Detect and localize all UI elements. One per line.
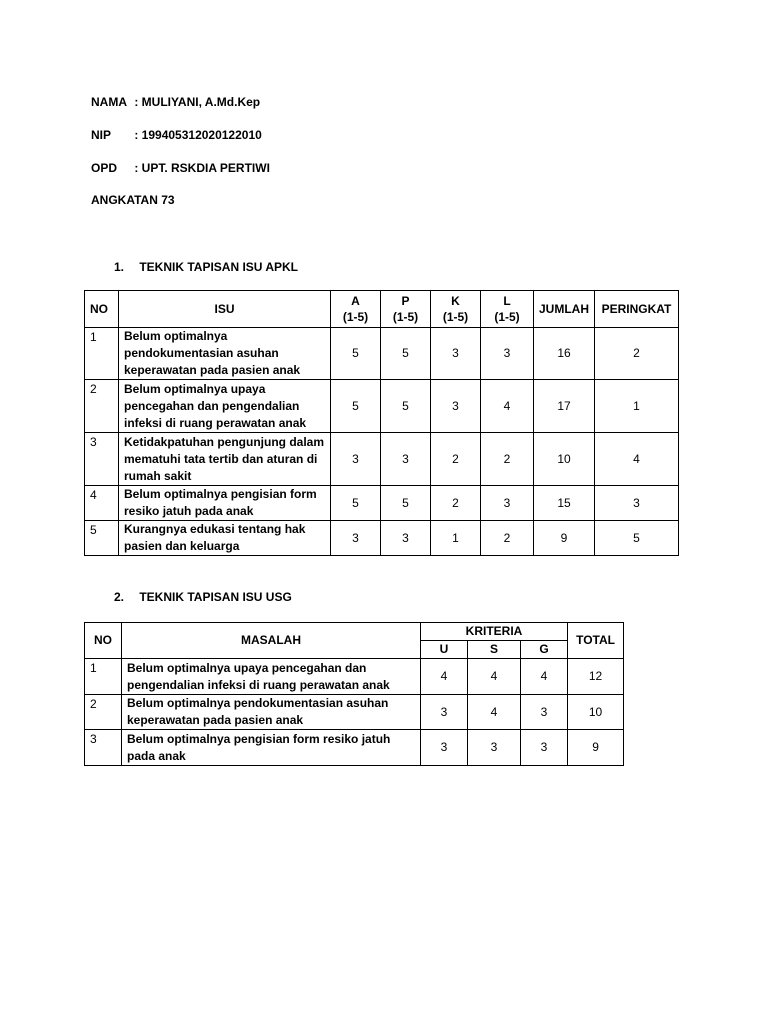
usg-header-kriteria: KRITERIA — [421, 623, 568, 641]
section2-title — [114, 590, 292, 604]
nama-line — [91, 95, 260, 109]
section1-number: 1. — [114, 260, 125, 274]
section2-number: 2. — [114, 590, 125, 604]
usg-total: 10 — [568, 695, 624, 730]
apkl-table — [84, 290, 679, 556]
usg-s: 3 — [468, 730, 521, 766]
usg-total: 12 — [568, 659, 624, 695]
apkl-a: 5 — [331, 486, 381, 521]
usg-g: 4 — [521, 659, 568, 695]
nip-value: : 199405312020122010 — [134, 128, 262, 142]
apkl-a: 3 — [331, 433, 381, 486]
apkl-k: 1 — [431, 521, 481, 556]
nip-line — [91, 128, 262, 142]
apkl-p: 3 — [381, 433, 431, 486]
apkl-isu: Belum optimalnya pendokumentasian asuhan keperawatan pada pasien anak — [119, 328, 331, 380]
apkl-k: 3 — [431, 328, 481, 380]
apkl-isu: Belum optimalnya pengisian form resiko jatuh pada anak — [119, 486, 331, 521]
usg-g: 3 — [521, 730, 568, 766]
opd-value: : UPT. RSKDIA PERTIWI — [134, 161, 270, 175]
section2-title-text: TEKNIK TAPISAN ISU USG — [139, 590, 292, 604]
apkl-no: 4 — [85, 486, 119, 521]
usg-no: 2 — [85, 695, 122, 730]
apkl-header-row — [85, 291, 679, 328]
section1-title — [114, 260, 298, 274]
apkl-jumlah: 16 — [534, 328, 595, 380]
apkl-jumlah: 15 — [534, 486, 595, 521]
apkl-k: 2 — [431, 486, 481, 521]
angkatan-line — [91, 193, 175, 207]
usg-masalah: Belum optimalnya pengisian form resiko jatuh pada anak — [122, 730, 421, 766]
apkl-l: 4 — [481, 380, 534, 433]
table-row — [85, 521, 679, 556]
apkl-jumlah: 9 — [534, 521, 595, 556]
angkatan-text: ANGKATAN 73 — [91, 193, 175, 207]
apkl-header-k: K (1-5) — [431, 291, 481, 328]
apkl-header-p: P (1-5) — [381, 291, 431, 328]
usg-u: 3 — [421, 730, 468, 766]
apkl-header-a: A (1-5) — [331, 291, 381, 328]
table-row — [85, 486, 679, 521]
usg-s: 4 — [468, 659, 521, 695]
table-row — [85, 695, 624, 730]
apkl-k: 2 — [431, 433, 481, 486]
apkl-a: 5 — [331, 328, 381, 380]
usg-header-masalah: MASALAH — [122, 623, 421, 659]
apkl-p: 5 — [381, 328, 431, 380]
usg-table — [84, 622, 624, 766]
apkl-header-l: L (1-5) — [481, 291, 534, 328]
usg-header-row — [85, 623, 624, 641]
apkl-isu: Belum optimalnya upaya pencegahan dan pengendalian infeksi di ruang perawatan anak — [119, 380, 331, 433]
usg-s: 4 — [468, 695, 521, 730]
usg-u: 3 — [421, 695, 468, 730]
apkl-l: 2 — [481, 521, 534, 556]
table-row — [85, 659, 624, 695]
apkl-peringkat: 1 — [595, 380, 679, 433]
usg-g: 3 — [521, 695, 568, 730]
apkl-p: 3 — [381, 521, 431, 556]
apkl-peringkat: 4 — [595, 433, 679, 486]
apkl-k: 3 — [431, 380, 481, 433]
apkl-a: 5 — [331, 380, 381, 433]
apkl-no: 1 — [85, 328, 119, 380]
apkl-peringkat: 2 — [595, 328, 679, 380]
table-row — [85, 380, 679, 433]
apkl-no: 5 — [85, 521, 119, 556]
apkl-a: 3 — [331, 521, 381, 556]
usg-header-u: U — [421, 641, 468, 659]
apkl-p: 5 — [381, 486, 431, 521]
usg-no: 1 — [85, 659, 122, 695]
nip-label: NIP — [91, 128, 112, 142]
usg-header-s: S — [468, 641, 521, 659]
apkl-header-jumlah: JUMLAH — [534, 291, 595, 328]
apkl-jumlah: 17 — [534, 380, 595, 433]
usg-header-total: TOTAL — [568, 623, 624, 659]
apkl-header-isu: ISU — [119, 291, 331, 328]
section1-title-text: TEKNIK TAPISAN ISU APKL — [139, 260, 299, 274]
table-row — [85, 730, 624, 766]
table-row — [85, 328, 679, 380]
apkl-peringkat: 3 — [595, 486, 679, 521]
apkl-no: 2 — [85, 380, 119, 433]
table-row — [85, 433, 679, 486]
nama-value: : MULIYANI, A.Md.Kep — [134, 95, 261, 109]
usg-masalah: Belum optimalnya pendokumentasian asuhan keperawatan pada pasien anak — [122, 695, 421, 730]
opd-label: OPD — [91, 161, 118, 175]
usg-masalah: Belum optimalnya upaya pencegahan dan pengendalian infeksi di ruang perawatan anak — [122, 659, 421, 695]
opd-line — [91, 161, 270, 175]
apkl-jumlah: 10 — [534, 433, 595, 486]
usg-header-no: NO — [85, 623, 122, 659]
apkl-p: 5 — [381, 380, 431, 433]
apkl-peringkat: 5 — [595, 521, 679, 556]
apkl-no: 3 — [85, 433, 119, 486]
usg-u: 4 — [421, 659, 468, 695]
apkl-header-peringkat: PERINGKAT — [595, 291, 679, 328]
nama-label: NAMA — [91, 95, 127, 109]
apkl-l: 3 — [481, 328, 534, 380]
usg-total: 9 — [568, 730, 624, 766]
apkl-isu: Kurangnya edukasi tentang hak pasien dan keluarga — [119, 521, 331, 556]
apkl-header-no: NO — [85, 291, 119, 328]
usg-header-g: G — [521, 641, 568, 659]
usg-no: 3 — [85, 730, 122, 766]
apkl-isu: Ketidakpatuhan pengunjung dalam mematuhi tata tertib dan aturan di rumah sakit — [119, 433, 331, 486]
apkl-l: 3 — [481, 486, 534, 521]
apkl-l: 2 — [481, 433, 534, 486]
